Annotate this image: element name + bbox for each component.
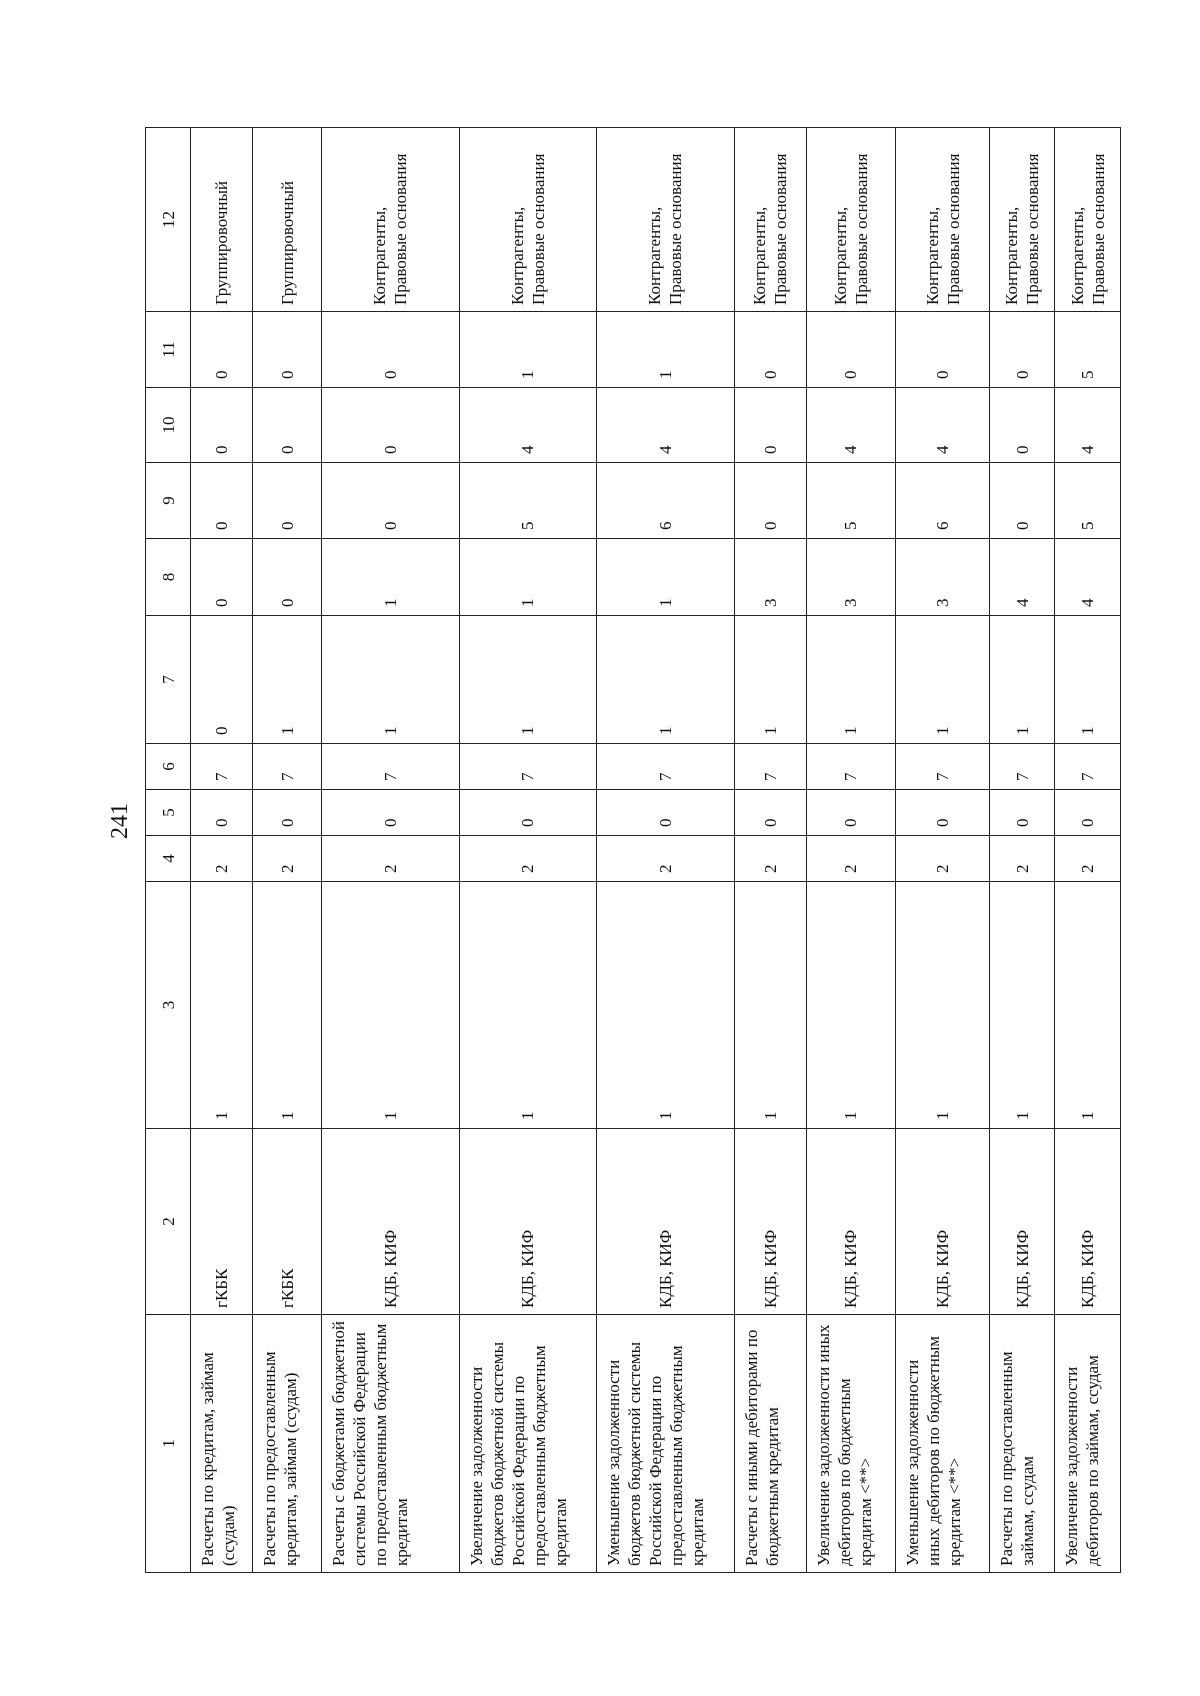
code-cell-11: 1 [459,312,597,388]
code-cell-4: 2 [253,836,322,882]
code-cell-9: 0 [734,463,806,539]
code-cell-10: 4 [896,388,990,463]
code-cell-3: 1 [253,882,322,1129]
code-cell-11: 0 [253,312,322,388]
table-row [734,128,806,1573]
code-cell-9: 6 [896,463,990,539]
code-cell-7: 1 [806,616,896,744]
code-cell-10: 4 [806,388,896,463]
code-cell-8: 1 [321,539,459,616]
code-cell-8: 4 [1055,539,1121,616]
code-cell-5: 0 [896,790,990,836]
accounts-table [145,127,1121,1573]
code-cell-9: 0 [989,463,1054,539]
code-cell-5: 0 [321,790,459,836]
code-cell-6: 7 [253,744,322,790]
code-cell-5: 0 [459,790,597,836]
code-cell-11: 1 [597,312,735,388]
table-row [597,128,735,1573]
code-cell-3: 1 [459,882,597,1129]
code-cell-11: 0 [191,312,253,388]
code-cell-7: 1 [459,616,597,744]
code-cell-3: 1 [1055,882,1121,1129]
code-cell-6: 7 [734,744,806,790]
code-cell-4: 2 [459,836,597,882]
code-cell-4: 2 [734,836,806,882]
code-cell-3: 1 [597,882,735,1129]
table-row [989,128,1054,1573]
code-cell-6: 7 [191,744,253,790]
analytics-cell: Контрагенты, Правовые основания [806,128,896,312]
code-cell-7: 1 [989,616,1054,744]
account-name-cell: Уменьшение задолженности бюджетов бюджетной системы Российской Федерации по предоставленным бюджетным кредитам [597,1315,735,1573]
table-row [321,128,459,1573]
account-name-cell: Увеличение задолженности дебиторов по займам, ссудам [1055,1315,1121,1573]
code-cell-6: 7 [989,744,1054,790]
analytics-cell: Группировочный [253,128,322,312]
code-cell-9: 0 [253,463,322,539]
page-number: 241 [107,803,133,839]
code-cell-10: 4 [1055,388,1121,463]
code-cell-4: 2 [896,836,990,882]
analytics-cell: Контрагенты, Правовые основания [597,128,735,312]
code-cell-5: 0 [806,790,896,836]
code-cell-11: 0 [989,312,1054,388]
column-header-9: 9 [146,463,191,539]
code-cell-8: 0 [253,539,322,616]
code-cell-7: 1 [253,616,322,744]
code-cell-8: 1 [597,539,735,616]
code-cell-4: 2 [806,836,896,882]
column-header-11: 11 [146,312,191,388]
code-cell-9: 0 [191,463,253,539]
code-cell-9: 5 [1055,463,1121,539]
table-row [806,128,896,1573]
classifier-cell: КДБ, КИФ [734,1129,806,1315]
table-row [1055,128,1121,1573]
code-cell-5: 0 [253,790,322,836]
column-header-8: 8 [146,539,191,616]
account-name-cell: Увеличение задолженности иных дебиторов по бюджетным кредитам <**> [806,1315,896,1573]
classifier-cell: гКБК [191,1129,253,1315]
code-cell-6: 7 [459,744,597,790]
header-row [146,128,191,1573]
code-cell-8: 0 [191,539,253,616]
code-cell-9: 5 [806,463,896,539]
account-name-cell: Увеличение задолженности бюджетов бюджетной системы Российской Федерации по предоставленным бюджетным кредитам [459,1315,597,1573]
code-cell-9: 0 [321,463,459,539]
code-cell-8: 4 [989,539,1054,616]
code-cell-10: 0 [989,388,1054,463]
classifier-cell: КДБ, КИФ [597,1129,735,1315]
code-cell-6: 7 [597,744,735,790]
code-cell-10: 0 [191,388,253,463]
classifier-cell: КДБ, КИФ [459,1129,597,1315]
column-header-12: 12 [146,128,191,312]
code-cell-6: 7 [1055,744,1121,790]
code-cell-10: 4 [597,388,735,463]
code-cell-10: 0 [734,388,806,463]
classifier-cell: КДБ, КИФ [806,1129,896,1315]
code-cell-7: 1 [734,616,806,744]
code-cell-11: 0 [321,312,459,388]
column-header-3: 3 [146,882,191,1129]
account-name-cell: Расчеты по предоставленным займам, ссудам [989,1315,1054,1573]
classifier-cell: КДБ, КИФ [1055,1129,1121,1315]
code-cell-3: 1 [734,882,806,1129]
analytics-cell: Контрагенты, Правовые основания [459,128,597,312]
code-cell-11: 0 [734,312,806,388]
code-cell-8: 3 [896,539,990,616]
table-row [253,128,322,1573]
code-cell-3: 1 [896,882,990,1129]
column-header-5: 5 [146,790,191,836]
column-header-7: 7 [146,616,191,744]
code-cell-8: 3 [734,539,806,616]
account-name-cell: Уменьшение задолженности иных дебиторов по бюджетным кредитам <**> [896,1315,990,1573]
code-cell-5: 0 [1055,790,1121,836]
analytics-cell: Группировочный [191,128,253,312]
code-cell-5: 0 [989,790,1054,836]
code-cell-10: 4 [459,388,597,463]
analytics-cell: Контрагенты, Правовые основания [321,128,459,312]
code-cell-6: 7 [321,744,459,790]
code-cell-4: 2 [597,836,735,882]
account-name-cell: Расчеты по кредитам, займам (ссудам) [191,1315,253,1573]
table-row [191,128,253,1573]
code-cell-6: 7 [896,744,990,790]
table-row [459,128,597,1573]
classifier-cell: КДБ, КИФ [896,1129,990,1315]
code-cell-3: 1 [806,882,896,1129]
code-cell-7: 0 [191,616,253,744]
code-cell-4: 2 [1055,836,1121,882]
table-row [896,128,990,1573]
code-cell-7: 1 [597,616,735,744]
code-cell-4: 2 [191,836,253,882]
code-cell-5: 0 [191,790,253,836]
code-cell-5: 0 [597,790,735,836]
code-cell-4: 2 [989,836,1054,882]
code-cell-9: 5 [459,463,597,539]
column-header-6: 6 [146,744,191,790]
code-cell-8: 3 [806,539,896,616]
code-cell-11: 0 [806,312,896,388]
analytics-cell: Контрагенты, Правовые основания [1055,128,1121,312]
code-cell-7: 1 [321,616,459,744]
code-cell-11: 0 [896,312,990,388]
analytics-cell: Контрагенты, Правовые основания [896,128,990,312]
code-cell-11: 5 [1055,312,1121,388]
classifier-cell: КДБ, КИФ [321,1129,459,1315]
analytics-cell: Контрагенты, Правовые основания [734,128,806,312]
code-cell-10: 0 [321,388,459,463]
table-container [145,128,1121,1573]
table-body [191,128,1121,1573]
code-cell-8: 1 [459,539,597,616]
code-cell-7: 1 [1055,616,1121,744]
account-name-cell: Расчеты по предоставленным кредитам, займам (ссудам) [253,1315,322,1573]
code-cell-4: 2 [321,836,459,882]
code-cell-3: 1 [321,882,459,1129]
code-cell-5: 0 [734,790,806,836]
classifier-cell: гКБК [253,1129,322,1315]
code-cell-9: 6 [597,463,735,539]
classifier-cell: КДБ, КИФ [989,1129,1054,1315]
column-header-4: 4 [146,836,191,882]
code-cell-6: 7 [806,744,896,790]
column-header-10: 10 [146,388,191,463]
analytics-cell: Контрагенты, Правовые основания [989,128,1054,312]
account-name-cell: Расчеты с иными дебиторами по бюджетным кредитам [734,1315,806,1573]
account-name-cell: Расчеты с бюджетами бюджетной системы Российской Федерации по предоставленным бюджетным кредитам [321,1315,459,1573]
code-cell-10: 0 [253,388,322,463]
code-cell-3: 1 [191,882,253,1129]
column-header-2: 2 [146,1129,191,1315]
column-header-1: 1 [146,1315,191,1573]
code-cell-3: 1 [989,882,1054,1129]
code-cell-7: 1 [896,616,990,744]
